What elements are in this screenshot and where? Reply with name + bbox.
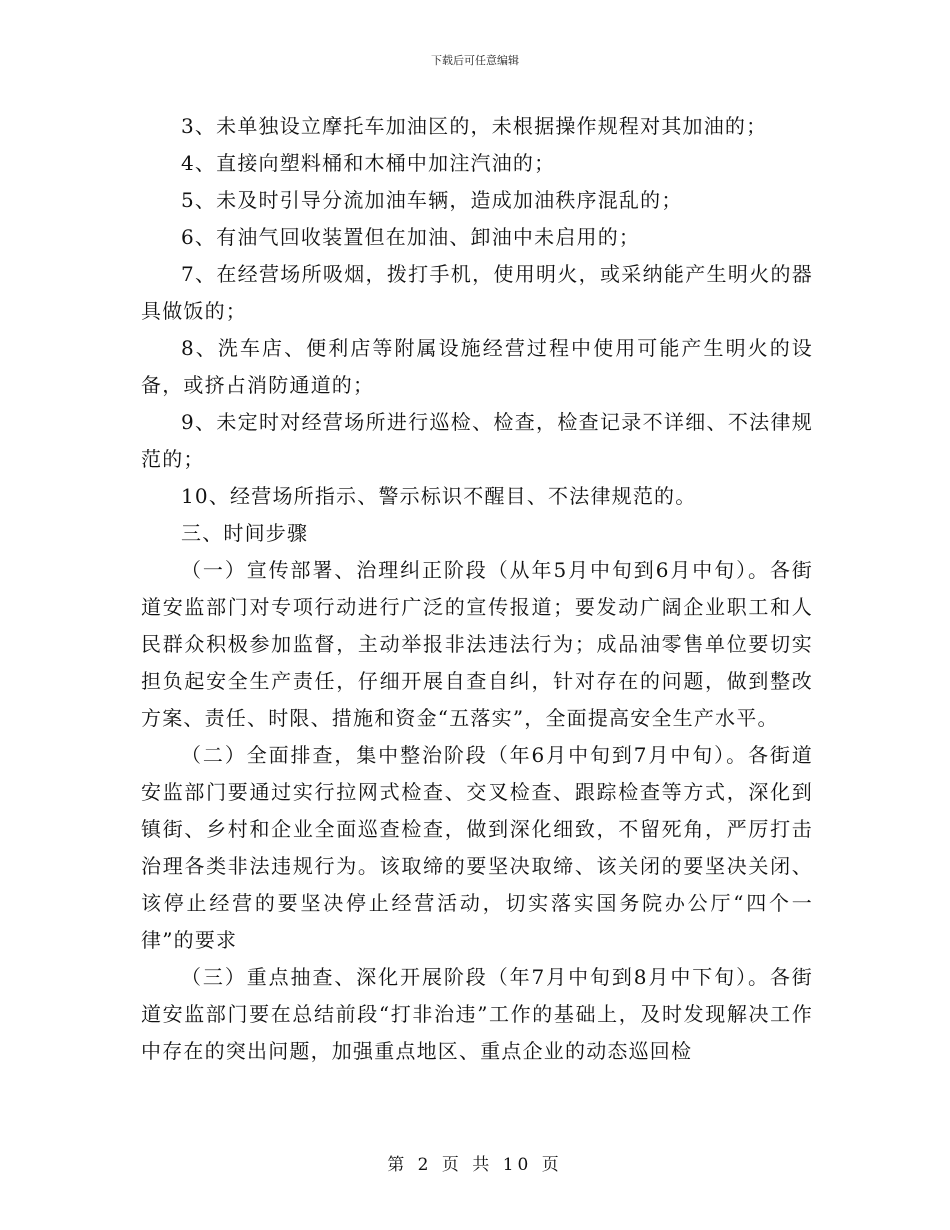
list-item-10: 10、经营场所指示、警示标识不醒目、不法律规范的。: [181, 484, 697, 508]
page-number: 第 2 页 共 10 页: [387, 1155, 563, 1175]
stage-paragraph-2: （二）全面排查，集中整治阶段（年6月中旬到7月中旬）。各街道安监部门要通过实行拉网式检查、交叉检查、跟踪检查等方式，深化到镇街、乡村和企业全面巡查检查，做到深化细致，不留死角，严厉打击治理各类非法违规行为。该取缔的要坚决取缔、该关闭的要坚决关闭、该停止经营的要坚决停止经营活动，切实落实国务院办公厅“四个一律”的要求: [141, 743, 813, 952]
list-item-5: 5、未及时引导分流加油车辆，造成加油秩序混乱的；: [181, 188, 683, 212]
list-item-7: 7、在经营场所吸烟，拨打手机，使用明火，或采纳能产生明火的器具做饭的；: [141, 262, 813, 323]
page-header-note: 下载后可任意编辑: [431, 54, 519, 67]
stage-paragraph-3: （三）重点抽查、深化开展阶段（年7月中旬到8月中下旬）。各街道安监部门要在总结前段“打非治违”工作的基础上，及时发现解决工作中存在的突出问题，加强重点地区、重点企业的动态巡回检: [141, 965, 813, 1063]
stage-paragraph-1: （一）宣传部署、治理纠正阶段（从年5月中旬到6月中旬）。各街道安监部门对专项行动进行广泛的宣传报道；要发动广阔企业职工和人民群众积极参加监督，主动举报非法违法行为；成品油零售单位要切实担负起安全生产责任，仔细开展自查自纠，针对存在的问题，做到整改方案、责任、时限、措施和资金“五落实”，全面提高安全生产水平。: [141, 558, 813, 730]
list-item-9: 9、未定时对经营场所进行巡检、检查，检查记录不详细、不法律规范的；: [141, 410, 813, 471]
list-item-6: 6、有油气回收装置但在加油、卸油中未启用的；: [181, 225, 641, 249]
section-heading: 三、时间步骤: [181, 521, 309, 545]
document-body: [141, 108, 813, 1070]
list-item-4: 4、直接向塑料桶和木桶中加注汽油的；: [181, 151, 556, 175]
list-item-8: 8、洗车店、便利店等附属设施经营过程中使用可能产生明火的设备，或挤占消防通道的；: [141, 336, 813, 397]
list-item-3: 3、未单独设立摩托车加油区的，未根据操作规程对其加油的；: [181, 114, 768, 138]
